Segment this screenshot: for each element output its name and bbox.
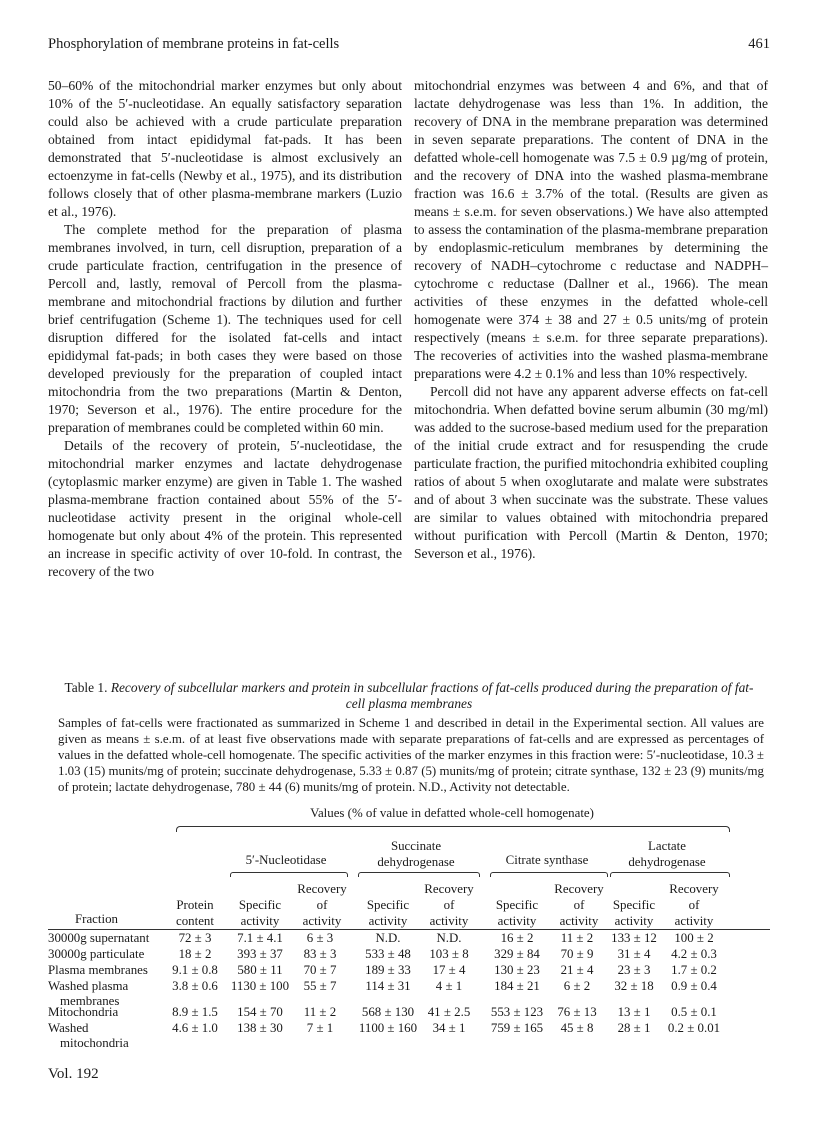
col-header-line: of bbox=[316, 898, 328, 912]
cell-sdh-recovery: 4 ± 1 bbox=[435, 979, 463, 993]
cell-ldh-specific: 32 ± 18 bbox=[614, 979, 654, 993]
paragraph: Details of the recovery of protein, 5′-nucleotidase, the mitochondrial marker enzymes and lactate dehydrogenase (cytoplasmic marker enzyme) are given in Table 1. The washed plasma-membrane fraction contained about 55% of the 5′-nucleotidase activity present in the original whole-cell homogenate but only about 4% of the protein. This represented an increase in specific activity of over 10-fold. In contrast, the recovery of the two bbox=[48, 438, 402, 579]
cell-sdh-recovery: 34 ± 1 bbox=[432, 1021, 466, 1035]
page-number: 461 bbox=[748, 36, 770, 52]
cell-nuc-recovery: 6 ± 3 bbox=[306, 931, 334, 945]
cell-nuc-specific: 580 ± 11 bbox=[237, 963, 283, 977]
values-brace bbox=[176, 826, 730, 832]
cell-cs-specific: 184 ± 21 bbox=[494, 979, 540, 993]
group-header-line: Succinate bbox=[390, 839, 442, 853]
col-header-line: Specific bbox=[238, 898, 282, 912]
cell-nuc-specific: 154 ± 70 bbox=[237, 1005, 283, 1019]
col-header-recovery bbox=[294, 881, 350, 929]
col-header-protein bbox=[170, 897, 220, 929]
cell-sdh-specific: N.D. bbox=[375, 931, 401, 945]
table-row bbox=[0, 1021, 816, 1051]
paragraph: Percoll did not have any apparent adverse effects on fat-cell mitochondria. When defatted bovine serum albumin (30 mg/ml) was added to the sucrose-based medium used for the preparation of the initial crude extract and for resuspending the crude particulate fraction, the purified mitochondria exhibited coupling ratios of about 5 when oxoglutarate and malate were substrates and of about 3 when succinate was the substrate. These values are similar to values obtained with mitochondria prepared without purification with Percoll (Martin & Denton, 1970; Severson et al., 1976). bbox=[414, 384, 768, 561]
cell-protein: 9.1 ± 0.8 bbox=[172, 963, 218, 977]
col-header-line: activity bbox=[674, 914, 714, 928]
cell-protein: 72 ± 3 bbox=[178, 931, 212, 945]
col-header-specific bbox=[354, 897, 422, 929]
cell-ldh-recovery: 0.9 ± 0.4 bbox=[671, 979, 717, 993]
table-title: Recovery of subcellular markers and protein in subcellular fractions of fat-cells produced during the preparation of fat-cell plasma membranes bbox=[110, 680, 754, 711]
col-header-line: Recovery bbox=[669, 882, 719, 896]
col-header-line: activity bbox=[559, 914, 599, 928]
cell-cs-recovery: 76 ± 13 bbox=[557, 1005, 597, 1019]
group-brace bbox=[490, 872, 608, 877]
paragraph: 50–60% of the mitochondrial marker enzymes but only about 10% of the 5′-nucleotidase. An equally satisfactory separation could also be achieved with a crude particulate preparation obtained from intact epididymal fat-pads. It has been demonstrated that 5′-nucleotidase is almost exclusively an ectoenzyme in fat-cells (Newby et al., 1975), and its distribution follows closely that of other plasma-membrane markers (Luzio et al., 1976). bbox=[48, 78, 402, 219]
cell-ldh-specific: 133 ± 12 bbox=[611, 931, 657, 945]
cell-sdh-specific: 568 ± 130 bbox=[361, 1005, 415, 1019]
col-header-line: of bbox=[443, 898, 455, 912]
group-header-line: Lactate bbox=[648, 839, 686, 853]
table-note: Samples of fat-cells were fractionated as summarized in Scheme 1 and described in detail in the Experimental section. All values are given as means ± s.e.m. of at least five observations made with separate preparations of fat-cells and are expressed as percentages of values in the defatted whole-cell homogenate. The specific activities of the marker enzymes in this fraction were: 5′-nucleotidase, 10.3 ± 1.03 (15) munits/mg of protein; succinate dehydrogenase, 5.33 ± 0.87 (5) munits/mg of protein; citrate synthase, 132 ± 23 (9) munits/mg of protein; lactate dehydrogenase, 780 ± 44 (6) munits/mg of protein. N.D., Activity not detectable. bbox=[58, 716, 764, 794]
col-header-line: activity bbox=[240, 914, 280, 928]
cell-sdh-recovery: 17 ± 4 bbox=[432, 963, 466, 977]
col-header-line: content bbox=[176, 914, 214, 928]
group-brace bbox=[230, 872, 348, 877]
cell-sdh-recovery: N.D. bbox=[436, 931, 462, 945]
col-header-recovery bbox=[420, 881, 478, 929]
col-header-line: Recovery bbox=[554, 882, 604, 896]
cell-nuc-recovery: 11 ± 2 bbox=[303, 1005, 337, 1019]
cell-cs-recovery: 45 ± 8 bbox=[560, 1021, 594, 1035]
cell-nuc-recovery: 7 ± 1 bbox=[306, 1021, 334, 1035]
col-header-line: Recovery bbox=[297, 882, 347, 896]
cell-fraction: Mitochondria bbox=[48, 1005, 119, 1019]
cell-cs-recovery: 21 ± 4 bbox=[560, 963, 594, 977]
cell-sdh-specific: 114 ± 31 bbox=[365, 979, 411, 993]
running-head: Phosphorylation of membrane proteins in fat-cells bbox=[48, 36, 340, 52]
col-header-line: activity bbox=[302, 914, 342, 928]
col-header-specific bbox=[488, 897, 546, 929]
values-header: Values (% of value in defatted whole-cell homogenate) bbox=[310, 806, 594, 820]
group-brace bbox=[358, 872, 480, 877]
cell-ldh-specific: 31 ± 4 bbox=[617, 947, 651, 961]
cell-nuc-specific: 138 ± 30 bbox=[237, 1021, 283, 1035]
col-header-line: Protein bbox=[176, 898, 214, 912]
cell-fraction: Plasma membranes bbox=[48, 963, 148, 977]
cell-sdh-specific: 533 ± 48 bbox=[365, 947, 411, 961]
col-header-recovery bbox=[548, 881, 610, 929]
paragraph: The complete method for the preparation of plasma membranes involved, in turn, cell disruption, preparation of a crude particulate fraction, centrifugation in the presence of Percoll and, lastly, removal of Percoll from the plasma-membrane and mitochondrial fractions by dilution and further brief centrifugation (Scheme 1). The techniques used for cell disruption differed for the isolated fat-cells and intact epididymal fat-pads; in both cases they were based on those developed previously for the preparation of coupled intact mitochondria from the two preparations (Martin & Denton, 1970; Severson et al., 1976). The entire procedure for the preparation of membranes could be completed within 60 min. bbox=[48, 222, 402, 435]
col-header-line: Specific bbox=[366, 898, 410, 912]
cell-fraction-line: Washed bbox=[48, 1021, 89, 1035]
cell-cs-specific: 130 ± 23 bbox=[494, 963, 540, 977]
cell-fraction: 30000g supernatant bbox=[48, 931, 150, 945]
group-header-line: dehydrogenase bbox=[628, 855, 706, 869]
cell-ldh-specific: 13 ± 1 bbox=[617, 1005, 651, 1019]
col-header-fraction: Fraction bbox=[75, 912, 118, 926]
col-header-line: of bbox=[573, 898, 585, 912]
table-rule bbox=[48, 929, 770, 930]
cell-cs-specific: 329 ± 84 bbox=[494, 947, 540, 961]
cell-protein: 18 ± 2 bbox=[178, 947, 212, 961]
col-header-line: activity bbox=[429, 914, 469, 928]
volume-footer: Vol. 192 bbox=[48, 1066, 99, 1082]
group-header-line: dehydrogenase bbox=[377, 855, 455, 869]
group-header-nucleotidase: 5′-Nucleotidase bbox=[245, 853, 327, 867]
cell-fraction-line: Washed plasma bbox=[48, 979, 129, 993]
col-header-line: Specific bbox=[495, 898, 539, 912]
cell-cs-specific: 553 ± 123 bbox=[490, 1005, 544, 1019]
cell-sdh-recovery: 41 ± 2.5 bbox=[427, 1005, 471, 1019]
col-header-line: activity bbox=[614, 914, 654, 928]
cell-ldh-recovery: 0.5 ± 0.1 bbox=[671, 1005, 717, 1019]
col-header-line: of bbox=[688, 898, 700, 912]
col-header-specific bbox=[226, 897, 294, 929]
cell-nuc-specific: 1130 ± 100 bbox=[230, 979, 290, 993]
table-caption-block bbox=[48, 680, 770, 795]
cell-fraction bbox=[48, 1021, 178, 1051]
cell-nuc-recovery: 70 ± 7 bbox=[303, 963, 337, 977]
cell-cs-recovery: 6 ± 2 bbox=[563, 979, 591, 993]
cell-protein: 3.8 ± 0.6 bbox=[172, 979, 218, 993]
group-header-succinate bbox=[354, 838, 478, 870]
cell-nuc-recovery: 55 ± 7 bbox=[303, 979, 337, 993]
cell-ldh-specific: 23 ± 3 bbox=[617, 963, 651, 977]
cell-fraction-line: membranes bbox=[60, 994, 120, 1008]
cell-nuc-recovery: 83 ± 3 bbox=[303, 947, 337, 961]
cell-nuc-specific: 7.1 ± 4.1 bbox=[237, 931, 283, 945]
cell-sdh-specific: 1100 ± 160 bbox=[358, 1021, 418, 1035]
cell-protein: 8.9 ± 1.5 bbox=[172, 1005, 218, 1019]
col-header-specific bbox=[606, 897, 662, 929]
group-header-citrate: Citrate synthase bbox=[505, 853, 589, 867]
cell-ldh-recovery: 1.7 ± 0.2 bbox=[671, 963, 717, 977]
group-header-lactate bbox=[608, 838, 726, 870]
cell-cs-recovery: 11 ± 2 bbox=[560, 931, 594, 945]
cell-cs-recovery: 70 ± 9 bbox=[560, 947, 594, 961]
table-label: Table 1. bbox=[64, 680, 108, 695]
paragraph: mitochondrial enzymes was between 4 and 6%, and that of lactate dehydrogenase was less than 1%. In addition, the recovery of DNA in the membrane preparation was determined in seven separate preparations. The content of DNA in the defatted whole-cell homogenate was 7.5 ± 0.9 µg/mg of protein, and the recovery of DNA into the washed plasma-membrane fraction was 16.6 ± 3.7% of the total. (Results are given as means ± s.e.m. for seven observations.) We have also attempted to assess the contamination of the plasma-membrane preparation by endoplasmic-reticulum membranes by determining the recovery of NADH–cytochrome c reductase and NADPH–cytochrome c reductase (Dallner et al., 1966). The mean activities of these enzymes in the defatted whole-cell homogenate were 374 ± 38 and 27 ± 0.5 units/mg of protein respectively (means ± s.e.m. for three separate preparations). The recoveries of activities into the washed plasma-membrane preparations were 4.2 ± 0.1% and less than 10% respectively. bbox=[414, 78, 768, 381]
col-header-line: activity bbox=[497, 914, 537, 928]
cell-nuc-specific: 393 ± 37 bbox=[237, 947, 283, 961]
group-brace bbox=[610, 872, 730, 877]
cell-ldh-recovery: 100 ± 2 bbox=[674, 931, 714, 945]
cell-fraction-line: mitochondria bbox=[60, 1036, 129, 1050]
cell-cs-specific: 16 ± 2 bbox=[500, 931, 534, 945]
cell-fraction: 30000g particulate bbox=[48, 947, 145, 961]
col-header-line: activity bbox=[368, 914, 408, 928]
cell-ldh-recovery: 4.2 ± 0.3 bbox=[671, 947, 717, 961]
col-header-line: Specific bbox=[612, 898, 656, 912]
col-header-line: Recovery bbox=[424, 882, 474, 896]
right-column bbox=[414, 77, 768, 563]
cell-sdh-specific: 189 ± 33 bbox=[365, 963, 411, 977]
table-caption bbox=[58, 680, 760, 712]
cell-cs-specific: 759 ± 165 bbox=[490, 1021, 544, 1035]
cell-ldh-recovery: 0.2 ± 0.01 bbox=[667, 1021, 721, 1035]
left-column bbox=[48, 77, 402, 581]
cell-sdh-recovery: 103 ± 8 bbox=[429, 947, 469, 961]
cell-protein: 4.6 ± 1.0 bbox=[172, 1021, 218, 1035]
col-header-recovery bbox=[662, 881, 726, 929]
cell-ldh-specific: 28 ± 1 bbox=[617, 1021, 651, 1035]
